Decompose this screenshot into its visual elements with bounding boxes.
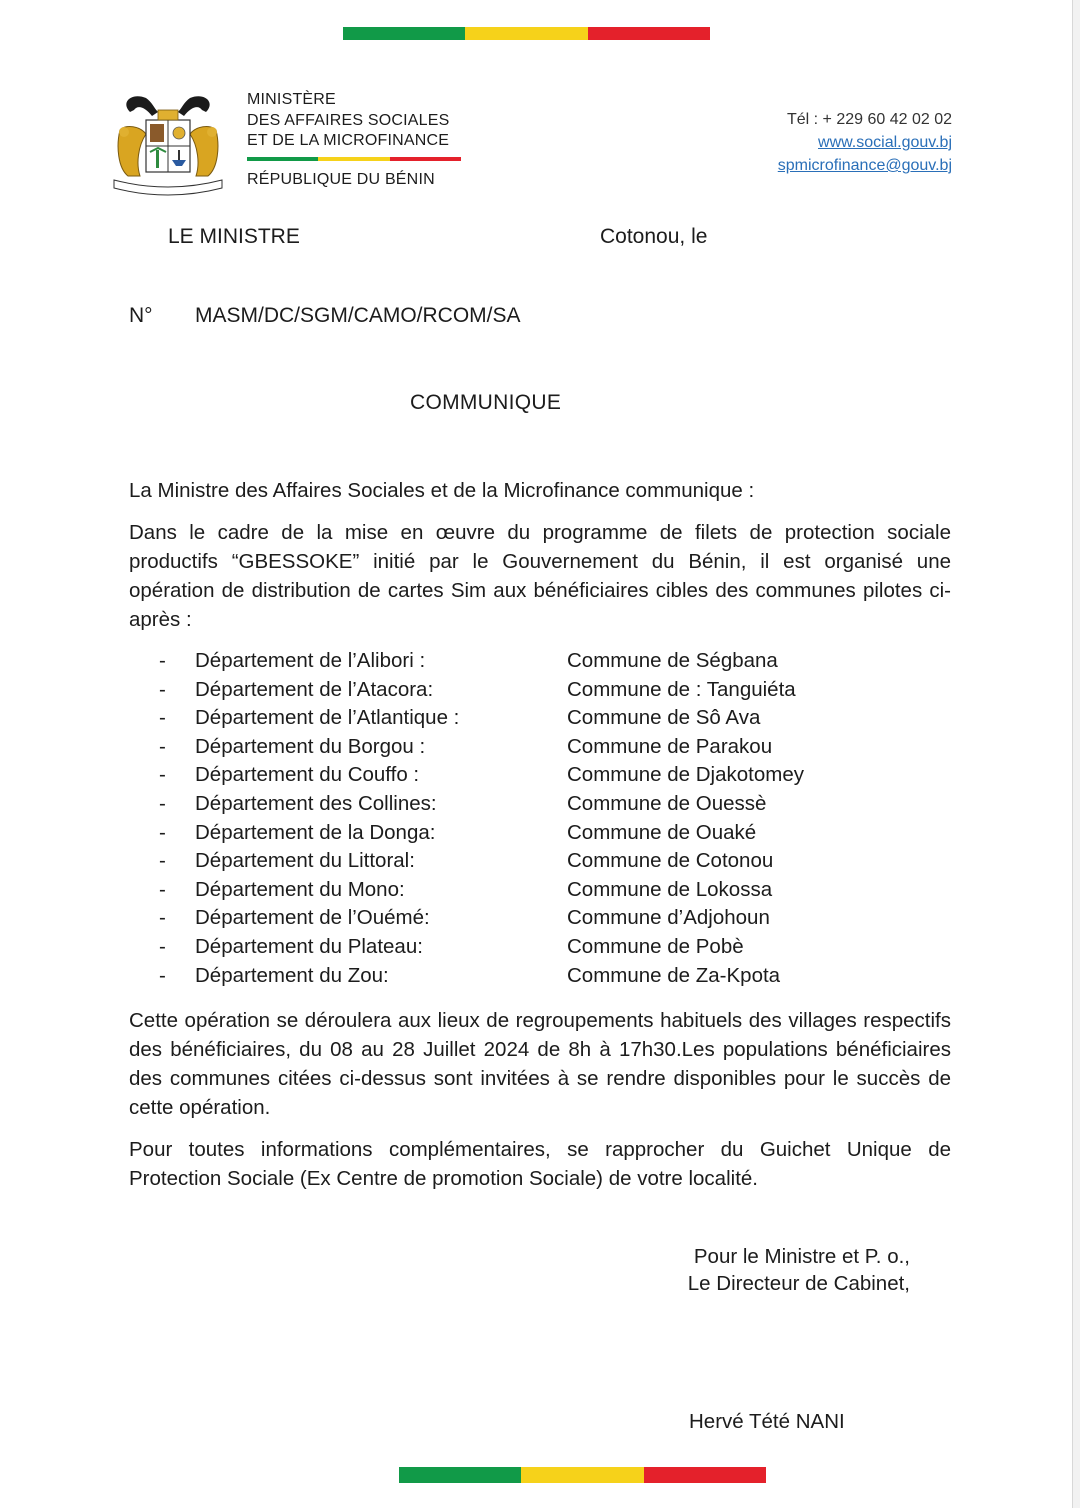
commune-name: Commune de Parakou: [567, 734, 773, 758]
operation-paragraph: Cette opération se déroulera aux lieux de regroupements habituels des villages respectifs des bénéficiaires, du 08 au 28 Juillet 2024 de 8h à 17h30.Les populations bénéficiaires des communes citées ci-dessus sont invitées à se rendre disponibles pour le succès de cette opération.: [129, 1009, 951, 1119]
department-name: Département de l’Alibori :: [195, 649, 426, 672]
ministry-name-block: [247, 90, 450, 152]
list-bullet: -: [159, 706, 166, 730]
benin-coat-of-arms-emblem: [112, 90, 224, 196]
document-title: COMMUNIQUE: [410, 391, 562, 414]
republic-name: RÉPUBLIQUE DU BÉNIN: [247, 171, 435, 188]
list-item: [159, 676, 879, 705]
ministry-line-3: ET DE LA MICROFINANCE: [247, 132, 450, 149]
list-item: [159, 819, 879, 848]
list-item: [159, 704, 879, 733]
signer-name: Hervé Tété NANI: [689, 1410, 845, 1433]
commune-name: Commune de Djakotomey: [567, 763, 804, 787]
list-item: [159, 761, 879, 790]
department-name: Département de l’Ouémé:: [195, 906, 430, 930]
list-item: [159, 733, 879, 762]
department-name: Département du Mono:: [195, 877, 405, 901]
commune-name: Commune de Za-Kpota: [567, 963, 781, 987]
department-name: Département du Plateau:: [195, 934, 423, 958]
department-name: Département de l’Atacora:: [195, 677, 434, 701]
contact-block: [778, 108, 952, 177]
commune-name: Commune de Lokossa: [567, 877, 773, 901]
list-item: [159, 847, 879, 876]
information-paragraph: Pour toutes informations complémentaires, se rapprocher du Guichet Unique de Protection Sociale (Ex Centre de promotion Sociale) de votre localité.: [129, 1138, 951, 1190]
department-name: Département du Zou:: [195, 963, 389, 987]
commune-name: Commune de Sô Ava: [567, 706, 761, 730]
commune-name: Commune de : Tanguiéta: [567, 677, 796, 701]
list-bullet: -: [159, 649, 166, 672]
list-bullet: -: [159, 820, 166, 844]
list-item: [159, 962, 879, 991]
list-bullet: -: [159, 849, 166, 873]
ministry-line-1: MINISTÈRE: [247, 91, 336, 108]
sender-title: LE MINISTRE: [168, 225, 300, 248]
department-name: Département du Littoral:: [195, 849, 415, 873]
signature-line-2: Le Directeur de Cabinet,: [687, 1272, 910, 1295]
reference-number-label: N°: [129, 304, 153, 327]
department-commune-list: [159, 647, 879, 990]
commune-name: Commune de Ségbana: [567, 649, 778, 672]
department-name: Département du Couffo :: [195, 763, 420, 787]
ministry-line-2: DES AFFAIRES SOCIALES: [247, 111, 450, 129]
commune-name: Commune de Ouessè: [567, 791, 767, 815]
commune-name: Commune de Cotonou: [567, 849, 774, 873]
list-item: [159, 790, 879, 819]
phone-number: Tél : + 229 60 42 02 02: [786, 111, 952, 128]
place-date: Cotonou, le: [600, 225, 708, 248]
list-item: [159, 904, 879, 933]
list-bullet: -: [159, 791, 166, 815]
ministry-flag-divider: [247, 157, 461, 161]
top-flag-stripe: [343, 27, 710, 40]
list-bullet: -: [159, 963, 166, 987]
commune-name: Commune de Ouaké: [567, 820, 757, 844]
intro-paragraph: La Ministre des Affaires Sociales et de la Microfinance communique :: [129, 479, 755, 502]
department-name: Département de la Donga:: [195, 820, 436, 844]
department-name: Département du Borgou :: [195, 734, 426, 758]
list-item: [159, 876, 879, 905]
reference-code: MASM/DC/SGM/CAMO/RCOM/SA: [195, 304, 521, 327]
list-item: [159, 647, 879, 676]
bottom-flag-stripe: [399, 1467, 766, 1483]
list-bullet: -: [159, 677, 166, 701]
list-bullet: -: [159, 763, 166, 787]
department-name: Département de l’Atlantique :: [195, 706, 460, 730]
list-bullet: -: [159, 906, 166, 930]
list-item: [159, 933, 879, 962]
list-bullet: -: [159, 934, 166, 958]
commune-name: Commune de Pobè: [567, 934, 744, 958]
signature-line-1: Pour le Ministre et P. o.,: [693, 1245, 910, 1268]
context-paragraph: Dans le cadre de la mise en œuvre du programme de filets de protection sociale productifs “GBESSOKE” initié par le Gouvernement du Bénin, il est organisé une opération de distribution de cartes Sim aux bénéficiaires cibles des communes pilotes ci-après :: [129, 521, 951, 631]
commune-name: Commune d’Adjohoun: [567, 906, 770, 930]
department-name: Département des Collines:: [195, 791, 437, 815]
signature-block: [600, 1243, 910, 1297]
list-bullet: -: [159, 877, 166, 901]
list-bullet: -: [159, 734, 166, 758]
email-link[interactable]: spmicrofinance@gouv.bj: [777, 157, 952, 174]
website-link[interactable]: www.social.gouv.bj: [818, 134, 952, 151]
